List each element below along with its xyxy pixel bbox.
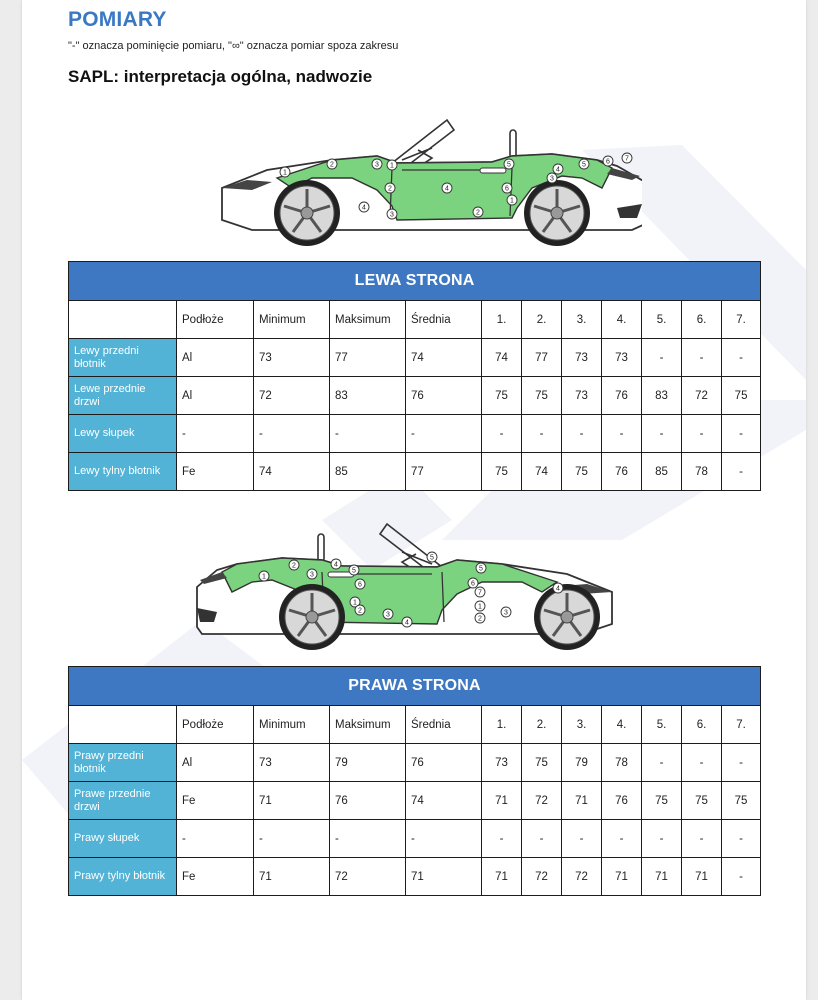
left-side-table bbox=[68, 261, 761, 491]
measurement-cell: - bbox=[254, 415, 330, 453]
measurement-cell: 79 bbox=[562, 744, 602, 782]
row-label: Lewy słupek bbox=[69, 415, 177, 453]
table-header-row bbox=[69, 706, 761, 744]
measurement-cell: Fe bbox=[177, 453, 254, 491]
measurement-cell: - bbox=[562, 820, 602, 858]
measurement-cell: 71 bbox=[482, 782, 522, 820]
measurement-cell: Al bbox=[177, 744, 254, 782]
table-row bbox=[69, 782, 761, 820]
measurement-cell: Al bbox=[177, 377, 254, 415]
row-label: Prawy przedni błotnik bbox=[69, 744, 177, 782]
measurement-cell: 75 bbox=[682, 782, 722, 820]
measurement-cell: 75 bbox=[522, 744, 562, 782]
wheel-icon bbox=[274, 180, 340, 246]
measurement-cell: 75 bbox=[722, 782, 761, 820]
column-header: 2. bbox=[522, 301, 562, 339]
measurement-cell: 79 bbox=[330, 744, 406, 782]
measurement-cell: 74 bbox=[482, 339, 522, 377]
page-title: POMIARY bbox=[68, 8, 167, 31]
column-header: 7. bbox=[722, 301, 761, 339]
measurement-cell: - bbox=[682, 744, 722, 782]
measurement-cell: 72 bbox=[522, 858, 562, 896]
measurement-cell: 75 bbox=[522, 377, 562, 415]
measurement-cell: - bbox=[642, 820, 682, 858]
measurement-cell: - bbox=[722, 858, 761, 896]
measurement-cell: - bbox=[642, 339, 682, 377]
measurement-cell: - bbox=[722, 415, 761, 453]
measurement-point-label: 4 bbox=[405, 619, 409, 627]
measurement-cell: 71 bbox=[562, 782, 602, 820]
table-row bbox=[69, 415, 761, 453]
measurement-point-label: 5 bbox=[430, 554, 434, 562]
measurement-cell: 72 bbox=[682, 377, 722, 415]
column-header: Średnia bbox=[406, 301, 482, 339]
header-blank-cell bbox=[69, 706, 177, 744]
measurement-cell: 85 bbox=[642, 453, 682, 491]
wheel-icon bbox=[524, 180, 590, 246]
measurement-point-label: 4 bbox=[445, 185, 449, 193]
measurement-cell: - bbox=[177, 415, 254, 453]
measurement-point-label: 7 bbox=[478, 589, 482, 597]
measurement-point-label: 2 bbox=[388, 185, 392, 193]
section-title: SAPL: interpretacja ogólna, nadwozie bbox=[68, 67, 373, 86]
convertible-top-icon bbox=[392, 120, 516, 166]
measurement-note: "-" oznacza pominięcie pomiaru, "∞" oznacza pomiar spoza zakresu bbox=[68, 40, 399, 52]
table-row bbox=[69, 339, 761, 377]
column-header: 1. bbox=[482, 301, 522, 339]
measurement-point-label: 4 bbox=[334, 561, 338, 569]
right-side-table bbox=[68, 666, 761, 896]
measurement-cell: - bbox=[406, 820, 482, 858]
measurement-cell: 72 bbox=[562, 858, 602, 896]
measurement-cell: 73 bbox=[602, 339, 642, 377]
row-label: Lewy przedni błotnik bbox=[69, 339, 177, 377]
measurement-point-label: 2 bbox=[476, 209, 480, 217]
measurement-cell: 73 bbox=[562, 377, 602, 415]
measurement-point-label: 3 bbox=[504, 609, 508, 617]
row-label: Lewe przednie drzwi bbox=[69, 377, 177, 415]
measurement-cell: 78 bbox=[602, 744, 642, 782]
measurement-cell: - bbox=[602, 415, 642, 453]
measurement-cell: 71 bbox=[406, 858, 482, 896]
measurement-point-label: 6 bbox=[505, 185, 509, 193]
measurement-point-label: 3 bbox=[375, 161, 379, 169]
measurement-point-label: 1 bbox=[478, 603, 482, 611]
measurement-point-label: 4 bbox=[556, 166, 560, 174]
measurement-cell: 74 bbox=[406, 782, 482, 820]
measurement-cell: 76 bbox=[330, 782, 406, 820]
column-header: 3. bbox=[562, 706, 602, 744]
row-label: Prawy tylny błotnik bbox=[69, 858, 177, 896]
measurement-cell: 83 bbox=[642, 377, 682, 415]
measurement-cell: 71 bbox=[602, 858, 642, 896]
measurement-cell: 78 bbox=[682, 453, 722, 491]
right-table-banner: PRAWA STRONA bbox=[69, 667, 761, 706]
measurement-point-label: 4 bbox=[556, 585, 560, 593]
column-header: 4. bbox=[602, 301, 642, 339]
measurement-cell: Al bbox=[177, 339, 254, 377]
column-header: 2. bbox=[522, 706, 562, 744]
measurement-cell: 76 bbox=[406, 744, 482, 782]
measurement-cell: - bbox=[562, 415, 602, 453]
table-row bbox=[69, 820, 761, 858]
measurement-cell: - bbox=[682, 820, 722, 858]
measurement-cell: - bbox=[522, 820, 562, 858]
column-header: 4. bbox=[602, 706, 642, 744]
measurement-cell: 73 bbox=[482, 744, 522, 782]
measurement-cell: 75 bbox=[482, 453, 522, 491]
right-table-body bbox=[69, 706, 761, 896]
column-header: 5. bbox=[642, 301, 682, 339]
measurement-point-label: 1 bbox=[390, 162, 394, 170]
column-header: Średnia bbox=[406, 706, 482, 744]
measurement-point-label: 3 bbox=[550, 175, 554, 183]
measurement-cell: 71 bbox=[254, 782, 330, 820]
measurement-cell: - bbox=[642, 744, 682, 782]
column-header: 5. bbox=[642, 706, 682, 744]
column-header: Podłoże bbox=[177, 706, 254, 744]
measurement-point-label: 6 bbox=[358, 581, 362, 589]
measurement-cell: 72 bbox=[522, 782, 562, 820]
measurement-point-label: 5 bbox=[352, 567, 356, 575]
measurement-point-label: 4 bbox=[362, 204, 366, 212]
measurement-cell: - bbox=[406, 415, 482, 453]
measurement-point-label: 7 bbox=[625, 155, 629, 163]
measurement-cell: Fe bbox=[177, 858, 254, 896]
measurement-cell: 75 bbox=[482, 377, 522, 415]
report-page bbox=[22, 0, 806, 1000]
measurement-point-label: 2 bbox=[292, 562, 296, 570]
measurement-cell: - bbox=[482, 820, 522, 858]
measurement-cell: 74 bbox=[406, 339, 482, 377]
measurement-point-label: 3 bbox=[310, 571, 314, 579]
measurement-cell: 71 bbox=[254, 858, 330, 896]
measurement-cell: - bbox=[722, 744, 761, 782]
measurement-point-label: 2 bbox=[478, 615, 482, 623]
measurement-cell: - bbox=[330, 820, 406, 858]
row-label: Prawy słupek bbox=[69, 820, 177, 858]
measurement-cell: 85 bbox=[330, 453, 406, 491]
column-header: 6. bbox=[682, 301, 722, 339]
measurement-cell: 75 bbox=[642, 782, 682, 820]
measurement-point-label: 1 bbox=[262, 573, 266, 581]
measurement-point-label: 5 bbox=[582, 161, 586, 169]
column-header: Maksimum bbox=[330, 301, 406, 339]
table-row bbox=[69, 377, 761, 415]
column-header: 3. bbox=[562, 301, 602, 339]
measurement-point-label: 1 bbox=[283, 169, 287, 177]
column-header: Minimum bbox=[254, 706, 330, 744]
measurement-cell: 83 bbox=[330, 377, 406, 415]
column-header: 7. bbox=[722, 706, 761, 744]
column-header: Minimum bbox=[254, 301, 330, 339]
measurement-cell: - bbox=[330, 415, 406, 453]
car-diagram-right bbox=[192, 512, 642, 662]
measurement-cell: - bbox=[522, 415, 562, 453]
measurement-cell: - bbox=[722, 453, 761, 491]
measurement-point-label: 2 bbox=[330, 161, 334, 169]
measurement-point-label: 1 bbox=[353, 599, 357, 607]
column-header: Maksimum bbox=[330, 706, 406, 744]
measurement-cell: 75 bbox=[562, 453, 602, 491]
measurement-point-label: 5 bbox=[507, 161, 511, 169]
measurement-cell: 76 bbox=[602, 453, 642, 491]
wheel-icon bbox=[534, 584, 600, 650]
measurement-cell: 71 bbox=[682, 858, 722, 896]
car-diagram-left bbox=[192, 108, 642, 258]
measurement-cell: 74 bbox=[522, 453, 562, 491]
measurement-cell: 72 bbox=[330, 858, 406, 896]
measurement-cell: Fe bbox=[177, 782, 254, 820]
table-row bbox=[69, 453, 761, 491]
measurement-cell: 74 bbox=[254, 453, 330, 491]
measurement-cell: - bbox=[177, 820, 254, 858]
header-blank-cell bbox=[69, 301, 177, 339]
measurement-cell: 73 bbox=[562, 339, 602, 377]
wheel-icon bbox=[279, 584, 345, 650]
measurement-cell: 77 bbox=[330, 339, 406, 377]
measurement-cell: - bbox=[642, 415, 682, 453]
measurement-cell: 71 bbox=[482, 858, 522, 896]
measurement-point-label: 6 bbox=[606, 158, 610, 166]
measurement-cell: 72 bbox=[254, 377, 330, 415]
measurement-cell: - bbox=[682, 415, 722, 453]
left-table-banner: LEWA STRONA bbox=[69, 262, 761, 301]
measurement-cell: - bbox=[722, 820, 761, 858]
measurement-point-label: 6 bbox=[471, 580, 475, 588]
row-label: Prawe przednie drzwi bbox=[69, 782, 177, 820]
measurement-point-label: 2 bbox=[358, 607, 362, 615]
measurement-point-label: 5 bbox=[479, 565, 483, 573]
measurement-cell: - bbox=[254, 820, 330, 858]
measurement-cell: 76 bbox=[602, 782, 642, 820]
measurement-point-label: 3 bbox=[390, 211, 394, 219]
measurement-cell: 73 bbox=[254, 339, 330, 377]
measurement-cell: 77 bbox=[406, 453, 482, 491]
left-table-body bbox=[69, 301, 761, 491]
column-header: Podłoże bbox=[177, 301, 254, 339]
table-header-row bbox=[69, 301, 761, 339]
table-row bbox=[69, 744, 761, 782]
measurement-cell: 73 bbox=[254, 744, 330, 782]
measurement-cell: 71 bbox=[642, 858, 682, 896]
measurement-point-label: 1 bbox=[510, 197, 514, 205]
measurement-cell: - bbox=[682, 339, 722, 377]
column-header: 1. bbox=[482, 706, 522, 744]
measurement-cell: - bbox=[602, 820, 642, 858]
column-header: 6. bbox=[682, 706, 722, 744]
measurement-point-label: 3 bbox=[386, 611, 390, 619]
measurement-cell: 75 bbox=[722, 377, 761, 415]
table-row bbox=[69, 858, 761, 896]
otomoto-logo: otomoto bbox=[22, 970, 98, 990]
measurement-cell: - bbox=[722, 339, 761, 377]
measurement-cell: 77 bbox=[522, 339, 562, 377]
measurement-cell: 76 bbox=[602, 377, 642, 415]
measurement-cell: - bbox=[482, 415, 522, 453]
row-label: Lewy tylny błotnik bbox=[69, 453, 177, 491]
measurement-cell: 76 bbox=[406, 377, 482, 415]
